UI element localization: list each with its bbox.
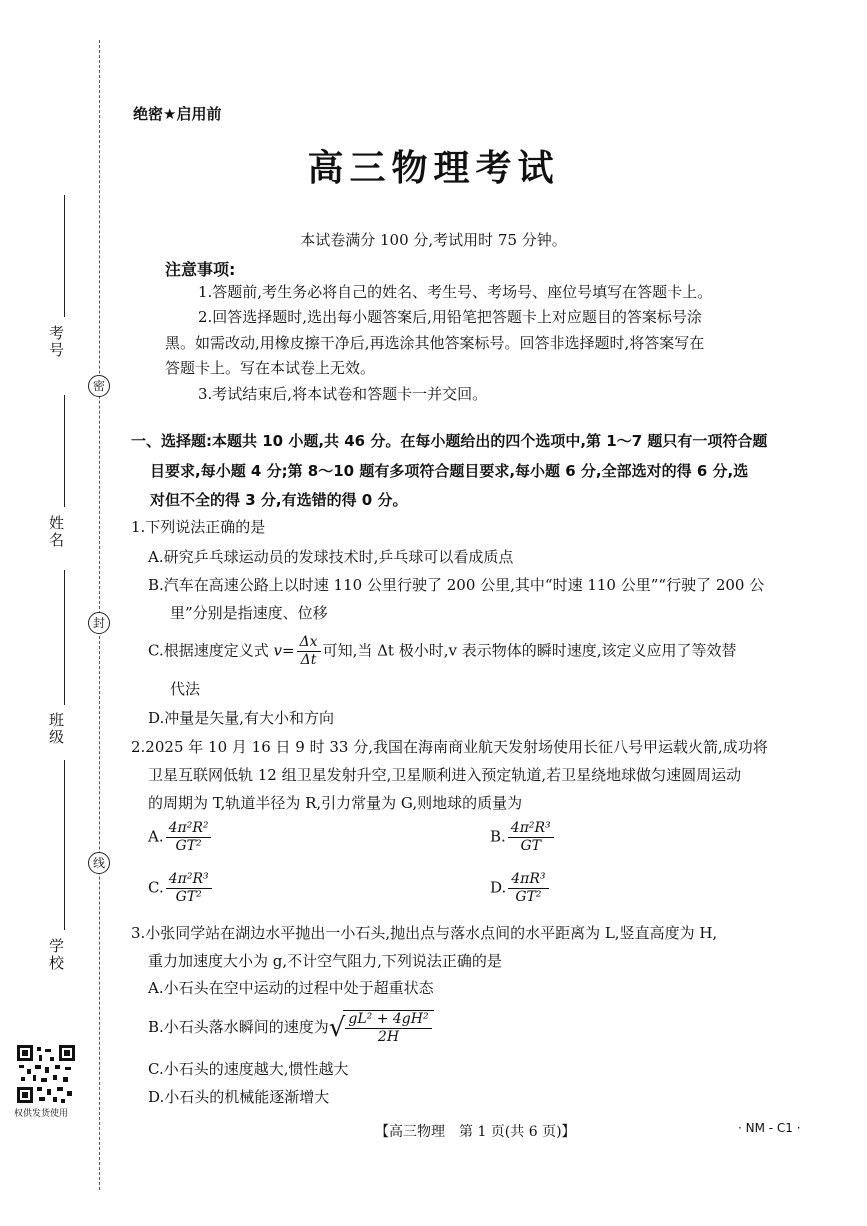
- field-label-name: 姓名: [47, 515, 65, 549]
- q2-option-b: B. $\frac{\text{4π²R³}}{GT}$: [490, 820, 556, 855]
- paper-code: · NM - C1 ·: [738, 1121, 801, 1135]
- notice-item-1: 1.答题前,考生务必将自己的姓名、考生号、考场号、座位号填写在答题卡上。: [198, 283, 713, 301]
- field-label-class: 班级: [47, 712, 65, 746]
- q3-stem-1: 3.小张同学站在湖边水平抛出一小石头,抛出点与落水点间的水平距离为 L,竖直高度为 H,: [131, 924, 718, 942]
- q1-option-a: A.研究乒乓球运动员的发球技术时,乒乓球可以看成质点: [148, 548, 514, 566]
- q2-option-a: A. $\frac{\text{4π²R²}}{\text{GT²}}$: [148, 820, 213, 855]
- field-line-school[interactable]: [64, 760, 65, 930]
- exam-meta: 本试卷满分 100 分,考试用时 75 分钟。: [300, 231, 567, 249]
- field-label-school: 学校: [47, 938, 65, 972]
- qr-caption: 权供发货使用: [14, 1109, 69, 1119]
- q3-stem-2: 重力加速度大小为 g,不计空气阻力,下列说法正确的是: [148, 952, 502, 970]
- notice-heading: 注意事项:: [165, 260, 236, 279]
- q1-option-b-cont: 里”分别是指速度、位移: [170, 604, 328, 622]
- sqrt-symbol: √ $\frac{\text{gL² + 4gH²}}{2H}$: [329, 1010, 434, 1046]
- seal-char-mi: 密: [88, 375, 110, 397]
- field-label-exam-no: 考号: [47, 325, 65, 359]
- notice-item-2-cont: 黑。如需改动,用橡皮擦干净后,再选涂其他答案标号。回答非选择题时,将答案写在: [165, 334, 705, 352]
- q2-stem-3: 的周期为 T,轨道半径为 R,引力常量为 G,则地球的质量为: [148, 794, 523, 812]
- q2-stem-2: 卫星互联网低轨 12 组卫星发射升空,卫星顺利进入预定轨道,若卫星绕地球做匀速圆周运动: [148, 766, 742, 784]
- q2-option-d: D. $\frac{\text{4πR³}}{\text{GT²}}$: [490, 871, 551, 906]
- section1-line-3: 对但不全的得 3 分,有选错的得 0 分。: [150, 491, 408, 509]
- q1-stem: 1.下列说法正确的是: [131, 518, 266, 536]
- formula-velocity: $\frac{\Delta x}{\Delta t}$: [297, 634, 321, 669]
- q1-option-c: C.根据速度定义式 v= $\frac{\Delta x}{\Delta t}$ 可知,当 Δt 极小时,v 表示物体的瞬时速度,该定义应用了等效替: [148, 634, 737, 668]
- q1-option-d: D.冲量是矢量,有大小和方向: [148, 709, 335, 727]
- q3-option-b: B.小石头落水瞬间的速度为√ $\frac{\text{gL² + 4gH²}}{2H}$: [148, 1010, 434, 1046]
- q2-option-c: C. $\frac{\text{4π²R³}}{\text{GT²}}$: [148, 871, 214, 906]
- field-line-name[interactable]: [64, 395, 65, 507]
- q2-stem-1: 2.2025 年 10 月 16 日 9 时 33 分,我国在海南商业航天发射场使用长征八号甲运载火箭,成功将: [131, 738, 768, 756]
- q3-option-a: A.小石头在空中运动的过程中处于超重状态: [148, 979, 434, 997]
- secret-mark: 绝密★启用前: [133, 105, 222, 123]
- field-line-class[interactable]: [64, 570, 65, 705]
- q3-option-d: D.小石头的机械能逐渐增大: [148, 1088, 330, 1106]
- q1-option-c-cont: 代法: [170, 680, 201, 698]
- notice-item-2: 2.回答选择题时,选出每小题答案后,用铅笔把答题卡上对应题目的答案标号涂: [198, 308, 702, 326]
- qr-code: [17, 1045, 75, 1103]
- q3-option-c: C.小石头的速度越大,惯性越大: [148, 1060, 349, 1078]
- section1-line-1: 一、选择题:本题共 10 小题,共 46 分。在每小题给出的四个选项中,第 1～7 题只有一项符合题: [131, 432, 768, 450]
- field-line-exam-no[interactable]: [64, 195, 65, 317]
- seal-char-feng: 封: [88, 612, 110, 634]
- seal-char-xian: 线: [88, 852, 110, 874]
- notice-item-3: 3.考试结束后,将本试卷和答题卡一并交回。: [198, 385, 488, 403]
- page-footer: 【高三物理 第 1 页(共 6 页)】: [375, 1124, 576, 1140]
- notice-item-2-cont2: 答题卡上。写在本试卷上无效。: [165, 359, 376, 377]
- q1-option-b: B.汽车在高速公路上以时速 110 公里行驶了 200 公里,其中“时速 110 公里”“行驶了 200 公: [148, 576, 765, 594]
- section1-line-2: 目要求,每小题 4 分;第 8～10 题有多项符合题目要求,每小题 6 分,全部选对的得 6 分,选: [150, 462, 749, 480]
- page-title: 高三物理考试: [307, 148, 560, 189]
